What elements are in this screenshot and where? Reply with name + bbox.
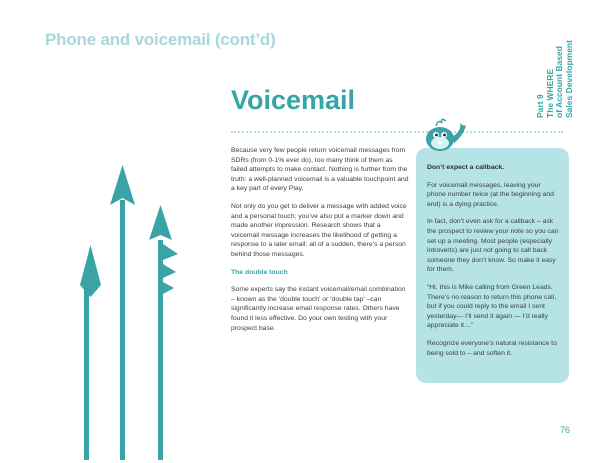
part-side-label (536, 40, 574, 118)
callout-paragraph-1: For voicemail messages, leaving your phone number twice (at the beginning and end) is a dying practice. (427, 181, 554, 208)
body-paragraph-3: Some experts say the instant voicemail/email combination – known as the ‘double touch’ or ‘double tap’ –can significantly increase email response rates. Others have found it less effective. Do your own testing with your prospect base. (231, 286, 406, 332)
part-number: Part 9 (535, 94, 545, 118)
voicemail-body-column (231, 146, 409, 341)
callout-paragraph-2: In fact, don’t even ask for a callback – ask the prospect to review your note so you can set up a meeting. Most people (especially introverts) are just not going to call back someone they don’t know. So make it easy for them. (427, 218, 559, 274)
dotted-divider (231, 131, 563, 133)
callout-text (427, 163, 561, 366)
callout-heading: Don’t expect a callback. (427, 164, 505, 171)
callout-quote: “Hi, this is Mike calling from Green Leads. There’s no reason to return this phone call, but if you could reply to the email I sent yesterday— I’ll send it again — I’d really appreciate it…” (427, 283, 557, 330)
page-number: 76 (560, 425, 571, 435)
callout-paragraph-4: Recognize everyone’s natural resistance to being sold to – and soften it. (427, 339, 557, 357)
whale-mascot-icon (420, 113, 468, 155)
body-paragraph-2: Not only do you get to deliver a message with added voice and a personal touch; you’ve also put a marker down and made another impression. Research shows that a voicemail message increases the likelihood of getting a response to a later email: all of a sudden, there’s a person behind those messages. (231, 202, 407, 258)
subhead-double-touch: The double touch (231, 268, 288, 276)
section-title: Voicemail (231, 85, 356, 115)
part-title-line-1: The WHERE (544, 68, 555, 118)
part-title-line-3: Sales Development (563, 40, 574, 118)
spear-arrows-icon (80, 160, 190, 460)
page-header-title: Phone and voicemail (cont’d) (45, 30, 276, 49)
part-title-line-2: of Account Based (554, 46, 564, 118)
body-paragraph-1: Because very few people return voicemail messages from SDRs (from 0-1% ever do), too many think of them as failed attempts to make contact. Nothing is further from the truth: a well-planned voicemail is a valuable touchpoint and a key part of every Play. (231, 147, 409, 193)
